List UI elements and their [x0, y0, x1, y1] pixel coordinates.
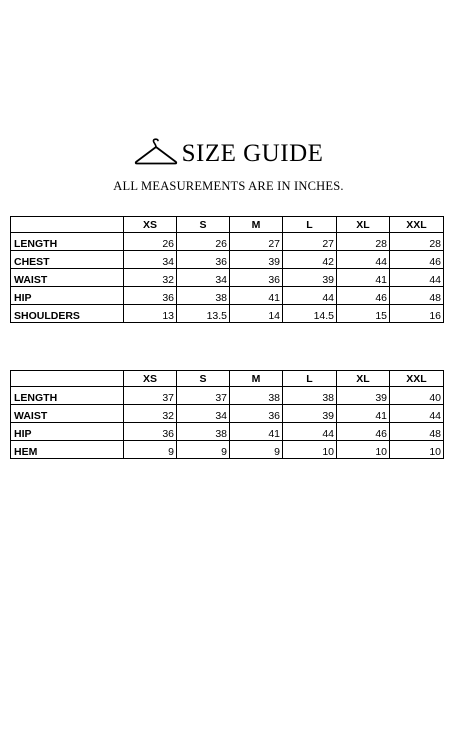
- column-header: L: [283, 371, 337, 387]
- table-cell: 34: [177, 269, 230, 287]
- column-header: S: [177, 217, 230, 233]
- table-cell: 27: [283, 233, 337, 251]
- table-row: [11, 305, 444, 323]
- row-label: LENGTH: [11, 387, 124, 405]
- table-row: [11, 405, 444, 423]
- table-cell: 38: [177, 423, 230, 441]
- table-cell: 9: [230, 441, 283, 459]
- column-header: XL: [337, 217, 390, 233]
- table-cell: 44: [337, 251, 390, 269]
- table-row: [11, 423, 444, 441]
- row-label: WAIST: [11, 269, 124, 287]
- row-label: HEM: [11, 441, 124, 459]
- table-cell: 28: [390, 233, 444, 251]
- column-header: XXL: [390, 217, 444, 233]
- row-label: WAIST: [11, 405, 124, 423]
- table-cell: 37: [177, 387, 230, 405]
- table-cell: 44: [283, 287, 337, 305]
- table-cell: 36: [230, 269, 283, 287]
- table-cell: 14: [230, 305, 283, 323]
- column-header: L: [283, 217, 337, 233]
- table-cell: 41: [230, 423, 283, 441]
- row-label: SHOULDERS: [11, 305, 124, 323]
- table-cell: 32: [124, 269, 177, 287]
- table-cell: 36: [124, 423, 177, 441]
- row-label: LENGTH: [11, 233, 124, 251]
- page-title: SIZE GUIDE: [181, 139, 324, 167]
- table-row: [11, 441, 444, 459]
- table-cell: 46: [390, 251, 444, 269]
- column-header: S: [177, 371, 230, 387]
- table-cell: 44: [390, 269, 444, 287]
- table-cell: 46: [337, 287, 390, 305]
- table-row: [11, 269, 444, 287]
- row-label: HIP: [11, 423, 124, 441]
- table-cell: 38: [230, 387, 283, 405]
- table-cell: 10: [283, 441, 337, 459]
- table-cell: 9: [177, 441, 230, 459]
- table-cell: 39: [337, 387, 390, 405]
- table-cell: 44: [283, 423, 337, 441]
- table-cell: 27: [230, 233, 283, 251]
- table-row: [11, 251, 444, 269]
- hanger-icon: [134, 138, 178, 168]
- column-header: [11, 371, 124, 387]
- table-cell: 48: [390, 423, 444, 441]
- row-label: HIP: [11, 287, 124, 305]
- table-cell: 9: [124, 441, 177, 459]
- table-cell: 36: [230, 405, 283, 423]
- table-cell: 28: [337, 233, 390, 251]
- size-table-bottoms: [10, 370, 444, 459]
- table-cell: 38: [283, 387, 337, 405]
- table-cell: 13.5: [177, 305, 230, 323]
- table-cell: 39: [230, 251, 283, 269]
- column-header: XS: [124, 371, 177, 387]
- column-header: XS: [124, 217, 177, 233]
- table-cell: 42: [283, 251, 337, 269]
- table-cell: 34: [177, 405, 230, 423]
- table-cell: 13: [124, 305, 177, 323]
- table-cell: 10: [390, 441, 444, 459]
- table-cell: 41: [337, 269, 390, 287]
- table-cell: 48: [390, 287, 444, 305]
- table-cell: 34: [124, 251, 177, 269]
- table-cell: 16: [390, 305, 444, 323]
- table-cell: 40: [390, 387, 444, 405]
- table-cell: 26: [124, 233, 177, 251]
- table-row: [11, 387, 444, 405]
- table-header-row: [11, 217, 444, 233]
- table-cell: 15: [337, 305, 390, 323]
- table-cell: 36: [124, 287, 177, 305]
- row-label: CHEST: [11, 251, 124, 269]
- table-cell: 38: [177, 287, 230, 305]
- table-row: [11, 287, 444, 305]
- column-header: M: [230, 217, 283, 233]
- page-subtitle: ALL MEASUREMENTS ARE IN INCHES.: [113, 179, 344, 193]
- column-header: M: [230, 371, 283, 387]
- table-cell: 36: [177, 251, 230, 269]
- table-row: [11, 233, 444, 251]
- table-cell: 39: [283, 269, 337, 287]
- table-cell: 46: [337, 423, 390, 441]
- table-cell: 32: [124, 405, 177, 423]
- table-cell: 10: [337, 441, 390, 459]
- column-header: XL: [337, 371, 390, 387]
- table-cell: 41: [230, 287, 283, 305]
- table-cell: 39: [283, 405, 337, 423]
- column-header: [11, 217, 124, 233]
- table-cell: 41: [337, 405, 390, 423]
- size-table-tops: [10, 216, 444, 323]
- table-cell: 44: [390, 405, 444, 423]
- table-cell: 37: [124, 387, 177, 405]
- table-cell: 14.5: [283, 305, 337, 323]
- table-header-row: [11, 371, 444, 387]
- size-guide-header: [0, 136, 457, 170]
- table-cell: 26: [177, 233, 230, 251]
- column-header: XXL: [390, 371, 444, 387]
